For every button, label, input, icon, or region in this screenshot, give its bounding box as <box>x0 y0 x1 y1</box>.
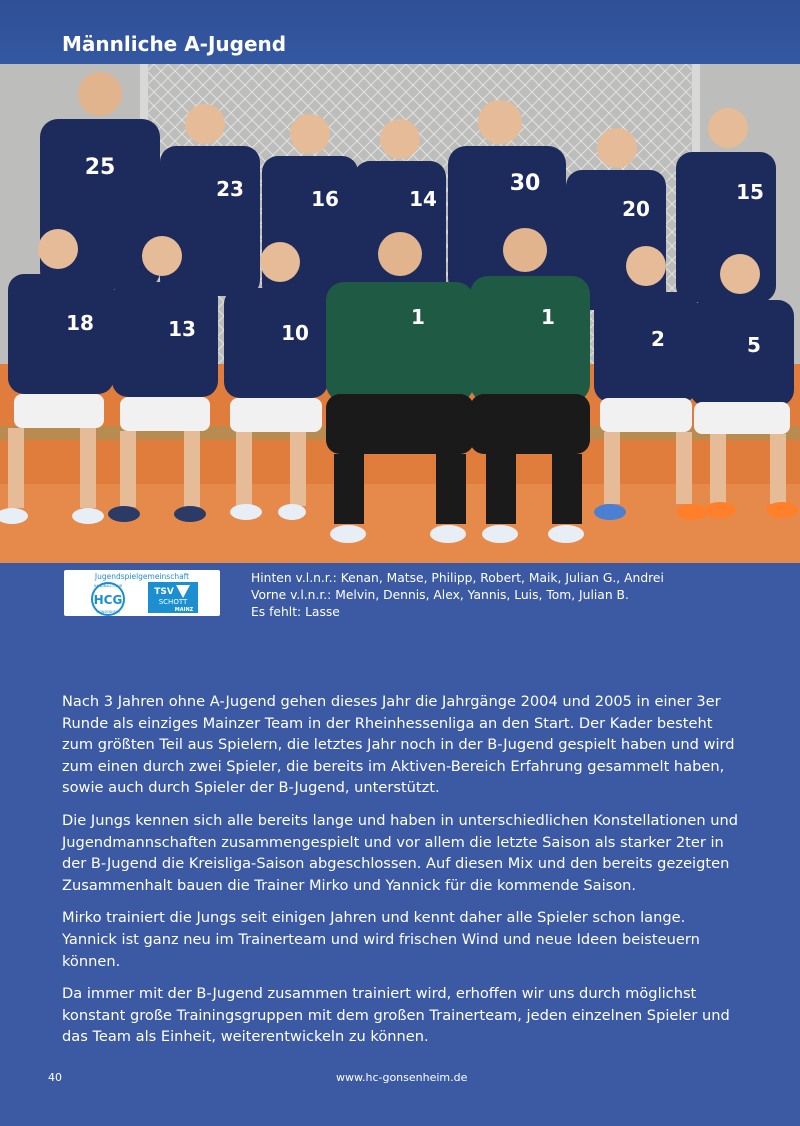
paragraph: Nach 3 Jahren ohne A-Jugend gehen dieses Jahr die Jahrgänge 2004 und 2005 in einer 3er Runde als einziges Mainzer Team in der Rheinhessenliga an den Start. Der Kader besteht zum größten Teil aus Spielern, die letztes Jahr noch in der B-Jugend gespielt haben und wird zum einen durch zwei Spieler, die bereits im Aktiven-Bereich Erfahrung gesammelt haben, sowie auch durch Spieler der B-Jugend, unterstützt. <box>62 693 735 797</box>
jersey-number: 14 <box>409 187 437 211</box>
page-number: 40 <box>48 1071 62 1084</box>
jersey-number: 18 <box>66 311 94 335</box>
caption-back-row: Hinten v.l.n.r.: Kenan, Matse, Philipp, Robert, Maik, Julian G., Andrei <box>251 571 664 585</box>
jersey-number: 15 <box>736 180 764 204</box>
article-body <box>62 691 742 1059</box>
jersey-number: 2 <box>651 327 665 351</box>
jersey-number: 1 <box>541 305 555 329</box>
team-photo-illustration <box>0 64 800 563</box>
hcg-logo-ring-bottom: GONSENHEIM <box>96 610 120 614</box>
jersey-number: 20 <box>622 197 650 221</box>
jersey-number: 13 <box>168 317 196 341</box>
hcg-logo-ring-top: HANDBALL-CLUB <box>93 584 123 588</box>
tsv-logo-bottom: MAINZ <box>174 607 194 613</box>
paragraph: Die Jungs kennen sich alle bereits lange und haben in unterschiedlichen Konstellationen und Jugendmannschaften zusammengespielt und vor allem die letzte Saison als starker 2ter in der B-Jugend die Kreisliga-Saison abgeschlossen. Auf diesen Mix und den bereits gezeigten Zusammenhalt bauen die Trainer Mirko und Yannick für die kommende Saison. <box>62 811 739 894</box>
hcg-logo-letters: HCG <box>93 593 123 607</box>
jersey-number: 5 <box>747 333 761 357</box>
tsv-logo-top: TSV <box>154 587 174 597</box>
tsv-logo-middle: SCHOTT <box>158 598 188 606</box>
jersey-number: 23 <box>216 177 244 201</box>
jsg-logo-text: Jugendspielgemeinschaft <box>94 572 190 581</box>
paragraph: Mirko trainiert die Jungs seit einigen Jahren und kennt daher alle Spieler schon lange. Yannick ist ganz neu im Trainerteam und wird frischen Wind und neue Ideen beisteuern können. <box>62 909 700 970</box>
jersey-number: 10 <box>281 321 309 345</box>
paragraph: Da immer mit der B-Jugend zusammen trainiert wird, erhoffen wir uns durch möglichst konstant große Trainingsgruppen mit dem großen Trainerteam, jeden einzelnen Spieler und das Team als Einheit, weiterentwickeln zu können. <box>62 985 730 1046</box>
caption-front-row: Vorne v.l.n.r.: Melvin, Dennis, Alex, Yannis, Luis, Tom, Julian B. <box>251 588 629 602</box>
footer-url[interactable]: www.hc-gonsenheim.de <box>336 1071 468 1084</box>
jersey-number: 1 <box>411 305 425 329</box>
club-logo-graphic <box>64 570 220 616</box>
page-title: Männliche A-Jugend <box>62 32 287 56</box>
jersey-number: 25 <box>84 155 116 180</box>
photo-caption <box>251 570 664 621</box>
jersey-number: 30 <box>509 171 541 196</box>
caption-missing: Es fehlt: Lasse <box>251 605 340 619</box>
jersey-number: 16 <box>311 187 339 211</box>
club-logos <box>64 570 220 616</box>
team-photo <box>0 64 800 563</box>
